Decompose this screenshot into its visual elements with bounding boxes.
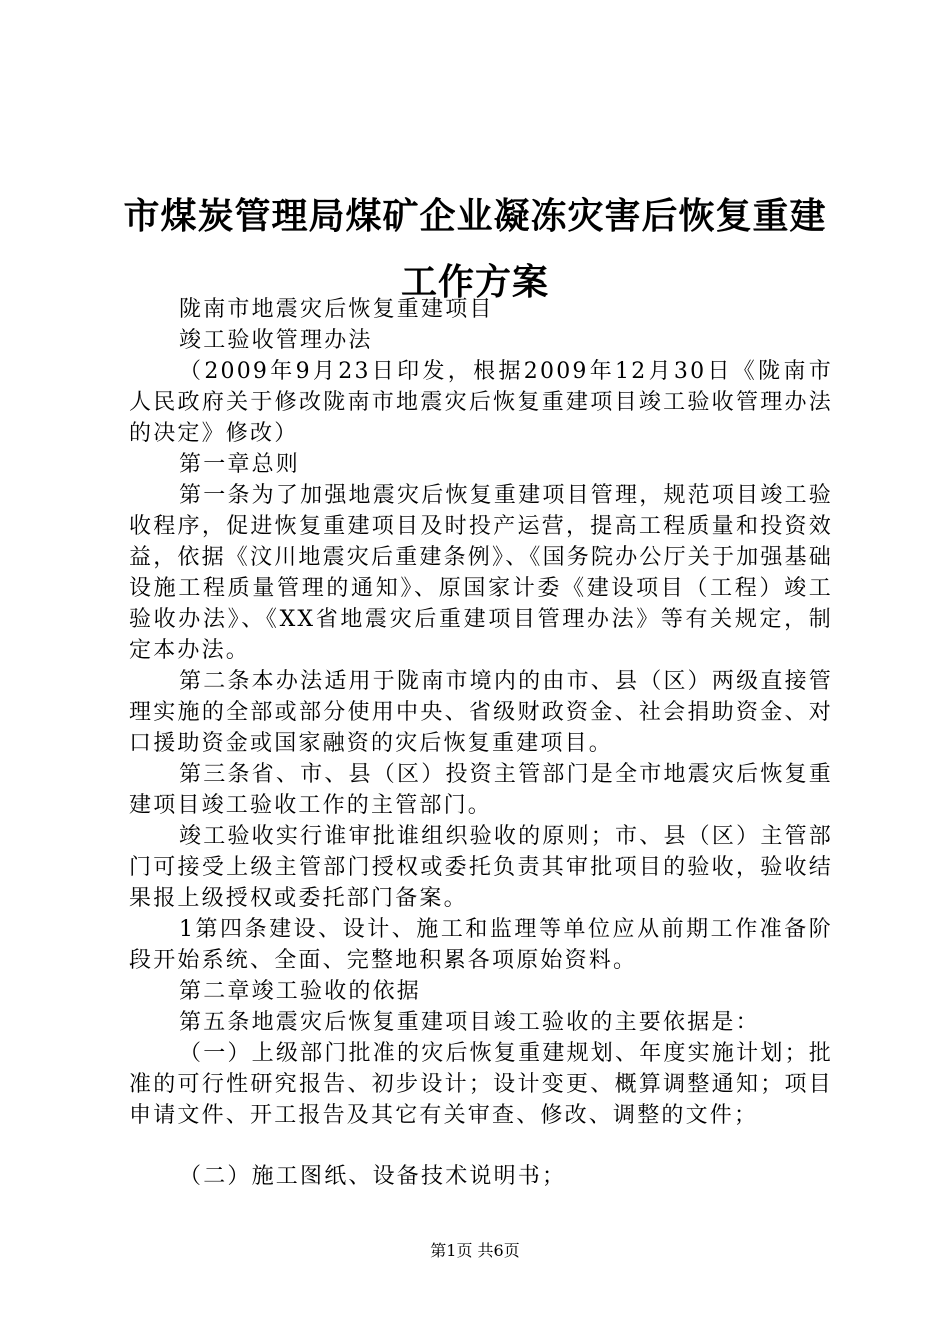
chapter-heading: 第二章竣工验收的依据 <box>179 979 422 1004</box>
paragraph: （2009年9月23日印发，根据2009年12月30日《陇南市人民政府关于修改陇南市地震灾后恢复重建项目竣工验收管理办法的决定》修改） <box>129 359 833 446</box>
paragraph: 陇南市地震灾后恢复重建项目 <box>179 297 494 322</box>
paragraph: 竣工验收管理办法 <box>179 328 373 353</box>
chapter-heading: 第一章总则 <box>179 452 301 477</box>
paragraph: 第五条地震灾后恢复重建项目竣工验收的主要依据是： <box>179 1010 760 1035</box>
paragraph: 竣工验收实行谁审批谁组织验收的原则；市、县（区）主管部门可接受上级主管部门授权或委托负责其审批项目的验收，验收结果报上级授权或委托部门备案。 <box>129 824 833 911</box>
document-title: 市煤炭管理局煤矿企业凝冻灾害后恢复重建工作方案 <box>123 196 827 303</box>
paragraph: 第三条省、市、县（区）投资主管部门是全市地震灾后恢复重建项目竣工验收工作的主管部门。 <box>129 762 833 818</box>
paragraph: 第一条为了加强地震灾后恢复重建项目管理，规范项目竣工验收程序，促进恢复重建项目及时投产运营，提高工程质量和投资效益，依据《汶川地震灾后重建条例》、《国务院办公厅关于加强基础设施工程质量管理的通知》、原国家计委《建设项目（工程）竣工验收办法》、《XX省地震灾后重建项目管理办法》等有关规定，制定本办法。 <box>129 483 834 663</box>
page-footer: 第1页 共6页 <box>430 1241 520 1260</box>
paragraph: （一）上级部门批准的灾后恢复重建规划、年度实施计划；批准的可行性研究报告、初步设计；设计变更、概算调整通知；项目申请文件、开工报告及其它有关审查、修改、调整的文件； <box>129 1041 833 1128</box>
document-body <box>129 294 833 1192</box>
paragraph: 1第四条建设、设计、施工和监理等单位应从前期工作准备阶段开始系统、全面、完整地积累各项原始资料。 <box>129 917 833 973</box>
paragraph: 第二条本办法适用于陇南市境内的由市、县（区）两级直接管理实施的全部或部分使用中央、省级财政资金、社会捐助资金、对口援助资金或国家融资的灾后恢复重建项目。 <box>129 669 833 756</box>
paragraph: （二）施工图纸、设备技术说明书； <box>179 1164 567 1189</box>
